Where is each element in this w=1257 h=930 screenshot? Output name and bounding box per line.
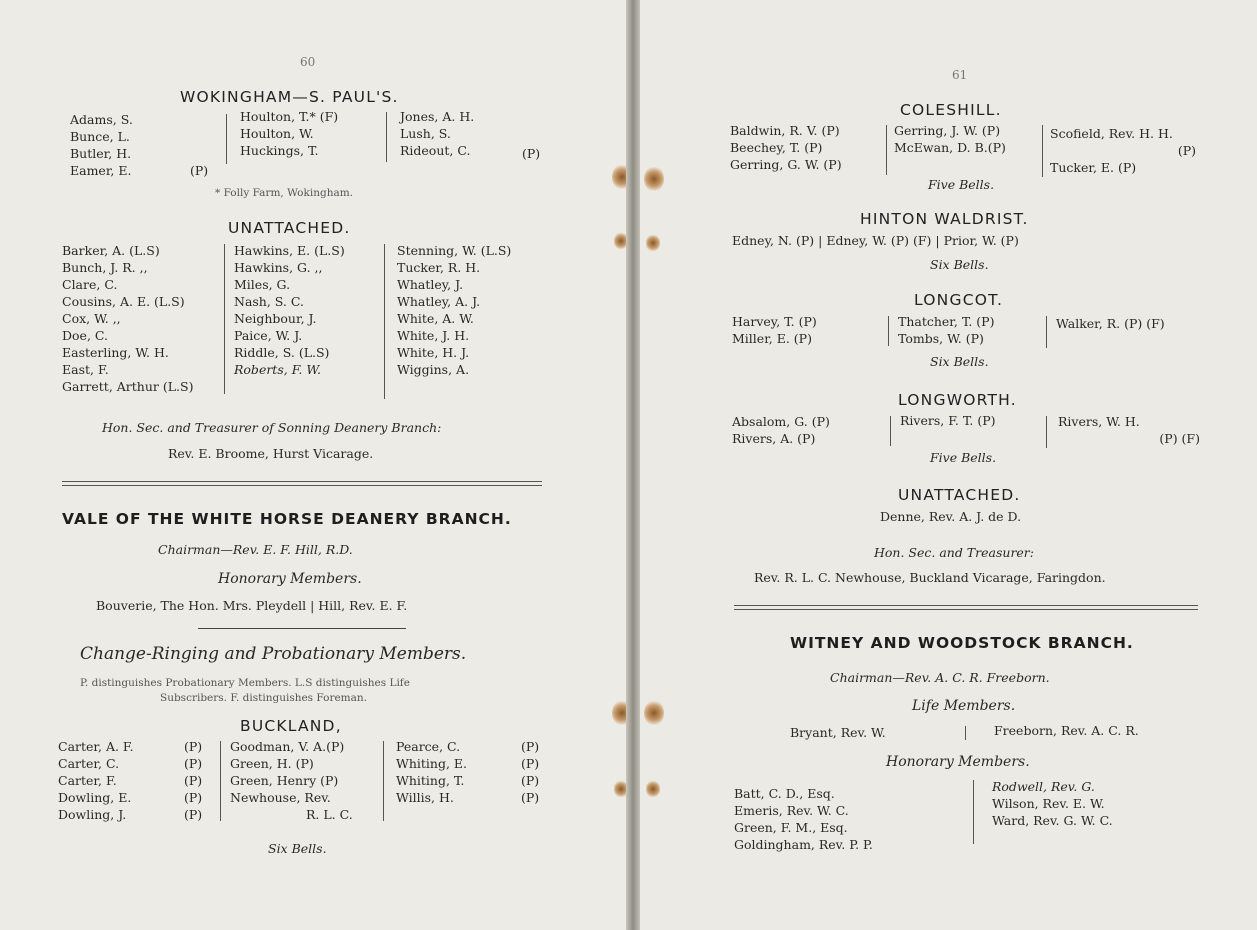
list-item: Jones, A. H. <box>400 109 475 124</box>
list-item: Rodwell, Rev. G. <box>992 779 1095 794</box>
hon-sec-name: Rev. R. L. C. Newhouse, Buckland Vicarage, Faringdon. <box>754 570 1106 585</box>
buckland-col3 <box>396 738 467 806</box>
list-item: Huckings, T. <box>240 143 319 158</box>
wokingham-col2 <box>240 108 338 159</box>
tag: (P) <box>184 773 203 788</box>
binding-stain <box>644 166 664 192</box>
bells-note: Six Bells. <box>930 257 989 272</box>
tag: (P) <box>521 773 540 788</box>
honorary-label: Honorary Members. <box>218 571 362 587</box>
right-page <box>640 0 1257 930</box>
list-item: Rivers, A. (P) <box>732 431 816 446</box>
hon-sec-name: Rev. E. Broome, Hurst Vicarage. <box>168 446 374 461</box>
buckland-col2 <box>230 738 353 823</box>
column-divider <box>224 244 225 394</box>
binding-stain <box>612 164 626 190</box>
unattached-col1 <box>62 242 193 395</box>
list-item: Stenning, W. (L.S) <box>397 243 512 258</box>
list-item: Dowling, E. <box>58 790 132 805</box>
column-divider <box>1042 125 1043 177</box>
list-item: Absalom, G. (P) <box>732 414 830 429</box>
list-item: East, F. <box>62 362 109 377</box>
list-item: White, J. H. <box>397 328 470 343</box>
list-item: Neighbour, J. <box>234 311 317 326</box>
chairman: Chairman—Rev. A. C. R. Freeborn. <box>830 670 1050 685</box>
list-item: Houlton, W. <box>240 126 314 141</box>
list-item: Carter, F. <box>58 773 117 788</box>
buckland-col1-tags <box>184 738 202 823</box>
list-item: Baldwin, R. V. (P) <box>730 123 840 138</box>
tag: (P) <box>521 756 540 771</box>
bells-note: Five Bells. <box>930 450 997 465</box>
list-item: Wilson, Rev. E. W. <box>992 796 1105 811</box>
column-divider <box>383 741 384 821</box>
tag: (P) <box>184 790 203 805</box>
hon-sec-label: Hon. Sec. and Treasurer: <box>874 545 1034 560</box>
honorary-names: Bouverie, The Hon. Mrs. Pleydell | Hill, Rev. E. F. <box>96 598 408 613</box>
longcot-col2 <box>898 313 994 347</box>
tag: (P) <box>184 739 203 754</box>
list-item: Emeris, Rev. W. C. <box>734 803 849 818</box>
list-item: Paice, W. J. <box>234 328 303 343</box>
buckland-col1 <box>58 738 134 823</box>
divider <box>198 628 406 629</box>
list-item: Tombs, W. (P) <box>898 331 984 346</box>
life-member: Freeborn, Rev. A. C. R. <box>994 723 1139 738</box>
longcot-col1 <box>732 313 817 347</box>
list-item: Rivers, W. H. <box>1058 414 1140 429</box>
footnote: * Folly Farm, Wokingham. <box>215 187 354 199</box>
tag: (P) <box>184 807 203 822</box>
column-divider <box>384 244 385 399</box>
column-divider <box>890 416 891 446</box>
tag: (P) <box>521 790 540 805</box>
change-ringing-heading: Change-Ringing and Probationary Members. <box>80 644 467 664</box>
hinton-members: Edney, N. (P) | Edney, W. (P) (F) | Prior, W. (P) <box>732 233 1019 248</box>
section-title-unattached: UNATTACHED. <box>228 219 351 237</box>
coleshill-col3 <box>1050 125 1196 176</box>
left-page <box>0 0 626 930</box>
wokingham-col3 <box>400 108 474 159</box>
column-divider <box>226 114 227 164</box>
chairman: Chairman—Rev. E. F. Hill, R.D. <box>158 542 353 557</box>
list-item: Doe, C. <box>62 328 108 343</box>
branch-title-vale: VALE OF THE WHITE HORSE DEANERY BRANCH. <box>62 510 512 528</box>
hon-sec-label: Hon. Sec. and Treasurer of Sonning Deanery Branch: <box>102 420 442 435</box>
list-item: Whatley, A. J. <box>397 294 481 309</box>
column-divider <box>1046 316 1047 348</box>
list-item: Miller, E. (P) <box>732 331 812 346</box>
list-item: Bunce, L. <box>70 129 130 144</box>
branch-title-witney: WITNEY AND WOODSTOCK BRANCH. <box>790 634 1134 652</box>
section-title-coleshill: COLESHILL. <box>900 101 1002 119</box>
list-item: White, A. W. <box>397 311 474 326</box>
list-item: Green, Henry (P) <box>230 773 339 788</box>
list-item: McEwan, D. B.(P) <box>894 140 1006 155</box>
list-item: Rivers, F. T. (P) <box>900 413 996 428</box>
list-item: Gerring, J. W. (P) <box>894 123 1001 138</box>
bells-note: Five Bells. <box>928 177 995 192</box>
list-item: Lush, S. <box>400 126 451 141</box>
list-item: Tucker, E. (P) <box>1050 160 1137 175</box>
list-item: Goldingham, Rev. P. P. <box>734 837 873 852</box>
list-item: Riddle, S. (L.S) <box>234 345 330 360</box>
binding-stain <box>614 232 626 250</box>
life-member: Bryant, Rev. W. <box>790 725 886 740</box>
buckland-col3-tags <box>521 738 539 806</box>
longworth-col1 <box>732 413 830 447</box>
list-item: Whiting, E. <box>396 756 468 771</box>
legend-line-2: Subscribers. F. distinguishes Foreman. <box>160 692 367 704</box>
longworth-col2 <box>900 412 996 429</box>
list-item: Cox, W. ,, <box>62 311 121 326</box>
section-title-buckland: BUCKLAND, <box>240 717 342 735</box>
tag: (P) <box>522 146 541 161</box>
section-title-longcot: LONGCOT. <box>914 291 1004 309</box>
column-divider <box>973 780 974 844</box>
tag: (P) <box>190 163 209 178</box>
list-item: Hawkins, E. (L.S) <box>234 243 345 258</box>
bells-note: Six Bells. <box>930 354 989 369</box>
list-item: Cousins, A. E. (L.S) <box>62 294 185 309</box>
wokingham-col1 <box>70 111 133 179</box>
life-members-label: Life Members. <box>912 698 1016 714</box>
list-item: Whatley, J. <box>397 277 464 292</box>
unattached-col3 <box>397 242 511 378</box>
unattached-col2 <box>234 242 345 378</box>
list-item: Green, F. M., Esq. <box>734 820 848 835</box>
binding-stain <box>644 700 664 726</box>
list-item: Barker, A. (L.S) <box>62 243 160 258</box>
column-divider <box>888 316 889 346</box>
list-item: Beechey, T. (P) <box>730 140 823 155</box>
page-number: 60 <box>300 55 316 69</box>
tag: (P) <box>184 756 203 771</box>
list-item: White, H. J. <box>397 345 470 360</box>
binding-stain <box>614 780 626 798</box>
honorary-left <box>734 785 873 853</box>
list-item: Rideout, C. <box>400 143 471 158</box>
list-item: (P) (F) <box>1159 431 1200 446</box>
bells-note: Six Bells. <box>268 841 327 856</box>
legend-line-1: P. distinguishes Probationary Members. L.S distinguishes Life <box>80 677 410 689</box>
list-item: Thatcher, T. (P) <box>898 314 995 329</box>
list-item: Batt, C. D., Esq. <box>734 786 835 801</box>
section-title-longworth: LONGWORTH. <box>898 391 1017 409</box>
list-item: Walker, R. (P) (F) <box>1056 316 1165 331</box>
column-divider <box>965 726 966 740</box>
honorary-right <box>992 778 1113 829</box>
list-item: Scofield, Rev. H. H. <box>1050 126 1173 141</box>
list-item: Carter, C. <box>58 756 120 771</box>
list-item: Clare, C. <box>62 277 118 292</box>
section-rule <box>734 605 1198 610</box>
list-item: Bunch, J. R. ,, <box>62 260 148 275</box>
book-gutter <box>626 0 640 930</box>
tag: (P) <box>521 739 540 754</box>
list-item: Green, H. (P) <box>230 756 314 771</box>
list-item: Goodman, V. A.(P) <box>230 739 345 754</box>
list-item: Houlton, T.* (F) <box>240 109 339 124</box>
list-item: Butler, H. <box>70 146 132 161</box>
unattached-member: Denne, Rev. A. J. de D. <box>880 509 1022 524</box>
section-title-hinton: HINTON WALDRIST. <box>860 210 1029 228</box>
section-rule <box>62 481 542 486</box>
column-divider <box>220 741 221 821</box>
list-item: Willis, H. <box>396 790 454 805</box>
section-title-wokingham: WOKINGHAM—S. PAUL'S. <box>180 88 399 106</box>
list-item: Tucker, R. H. <box>397 260 481 275</box>
binding-stain <box>646 780 660 798</box>
column-divider <box>386 112 387 162</box>
list-item: Ward, Rev. G. W. C. <box>992 813 1113 828</box>
list-item: (P) <box>1177 143 1196 158</box>
binding-stain <box>646 234 660 252</box>
list-item: Adams, S. <box>70 112 133 127</box>
list-item: Miles, G. <box>234 277 291 292</box>
list-item: R. L. C. <box>306 807 353 822</box>
list-item: Pearce, C. <box>396 739 461 754</box>
binding-stain <box>612 700 626 726</box>
list-item: Eamer, E. <box>70 163 132 178</box>
longworth-col3 <box>1058 413 1200 447</box>
list-item: Newhouse, Rev. <box>230 790 331 805</box>
list-item: Easterling, W. H. <box>62 345 169 360</box>
list-item: Wiggins, A. <box>397 362 470 377</box>
list-item: Nash, S. C. <box>234 294 304 309</box>
column-divider <box>886 125 887 175</box>
list-item: Harvey, T. (P) <box>732 314 817 329</box>
list-item: Roberts, F. W. <box>234 362 322 377</box>
list-item: Dowling, J. <box>58 807 127 822</box>
list-item: Carter, A. F. <box>58 739 134 754</box>
list-item: Gerring, G. W. (P) <box>730 157 842 172</box>
longcot-col3 <box>1056 315 1165 332</box>
list-item: Whiting, T. <box>396 773 465 788</box>
page-number: 61 <box>952 68 968 82</box>
section-title-unattached: UNATTACHED. <box>898 486 1021 504</box>
honorary-label: Honorary Members. <box>886 754 1030 770</box>
coleshill-col2 <box>894 122 1006 156</box>
coleshill-col1 <box>730 122 842 173</box>
list-item: Hawkins, G. ,, <box>234 260 323 275</box>
column-divider <box>1046 416 1047 448</box>
list-item: Garrett, Arthur (L.S) <box>62 379 194 394</box>
